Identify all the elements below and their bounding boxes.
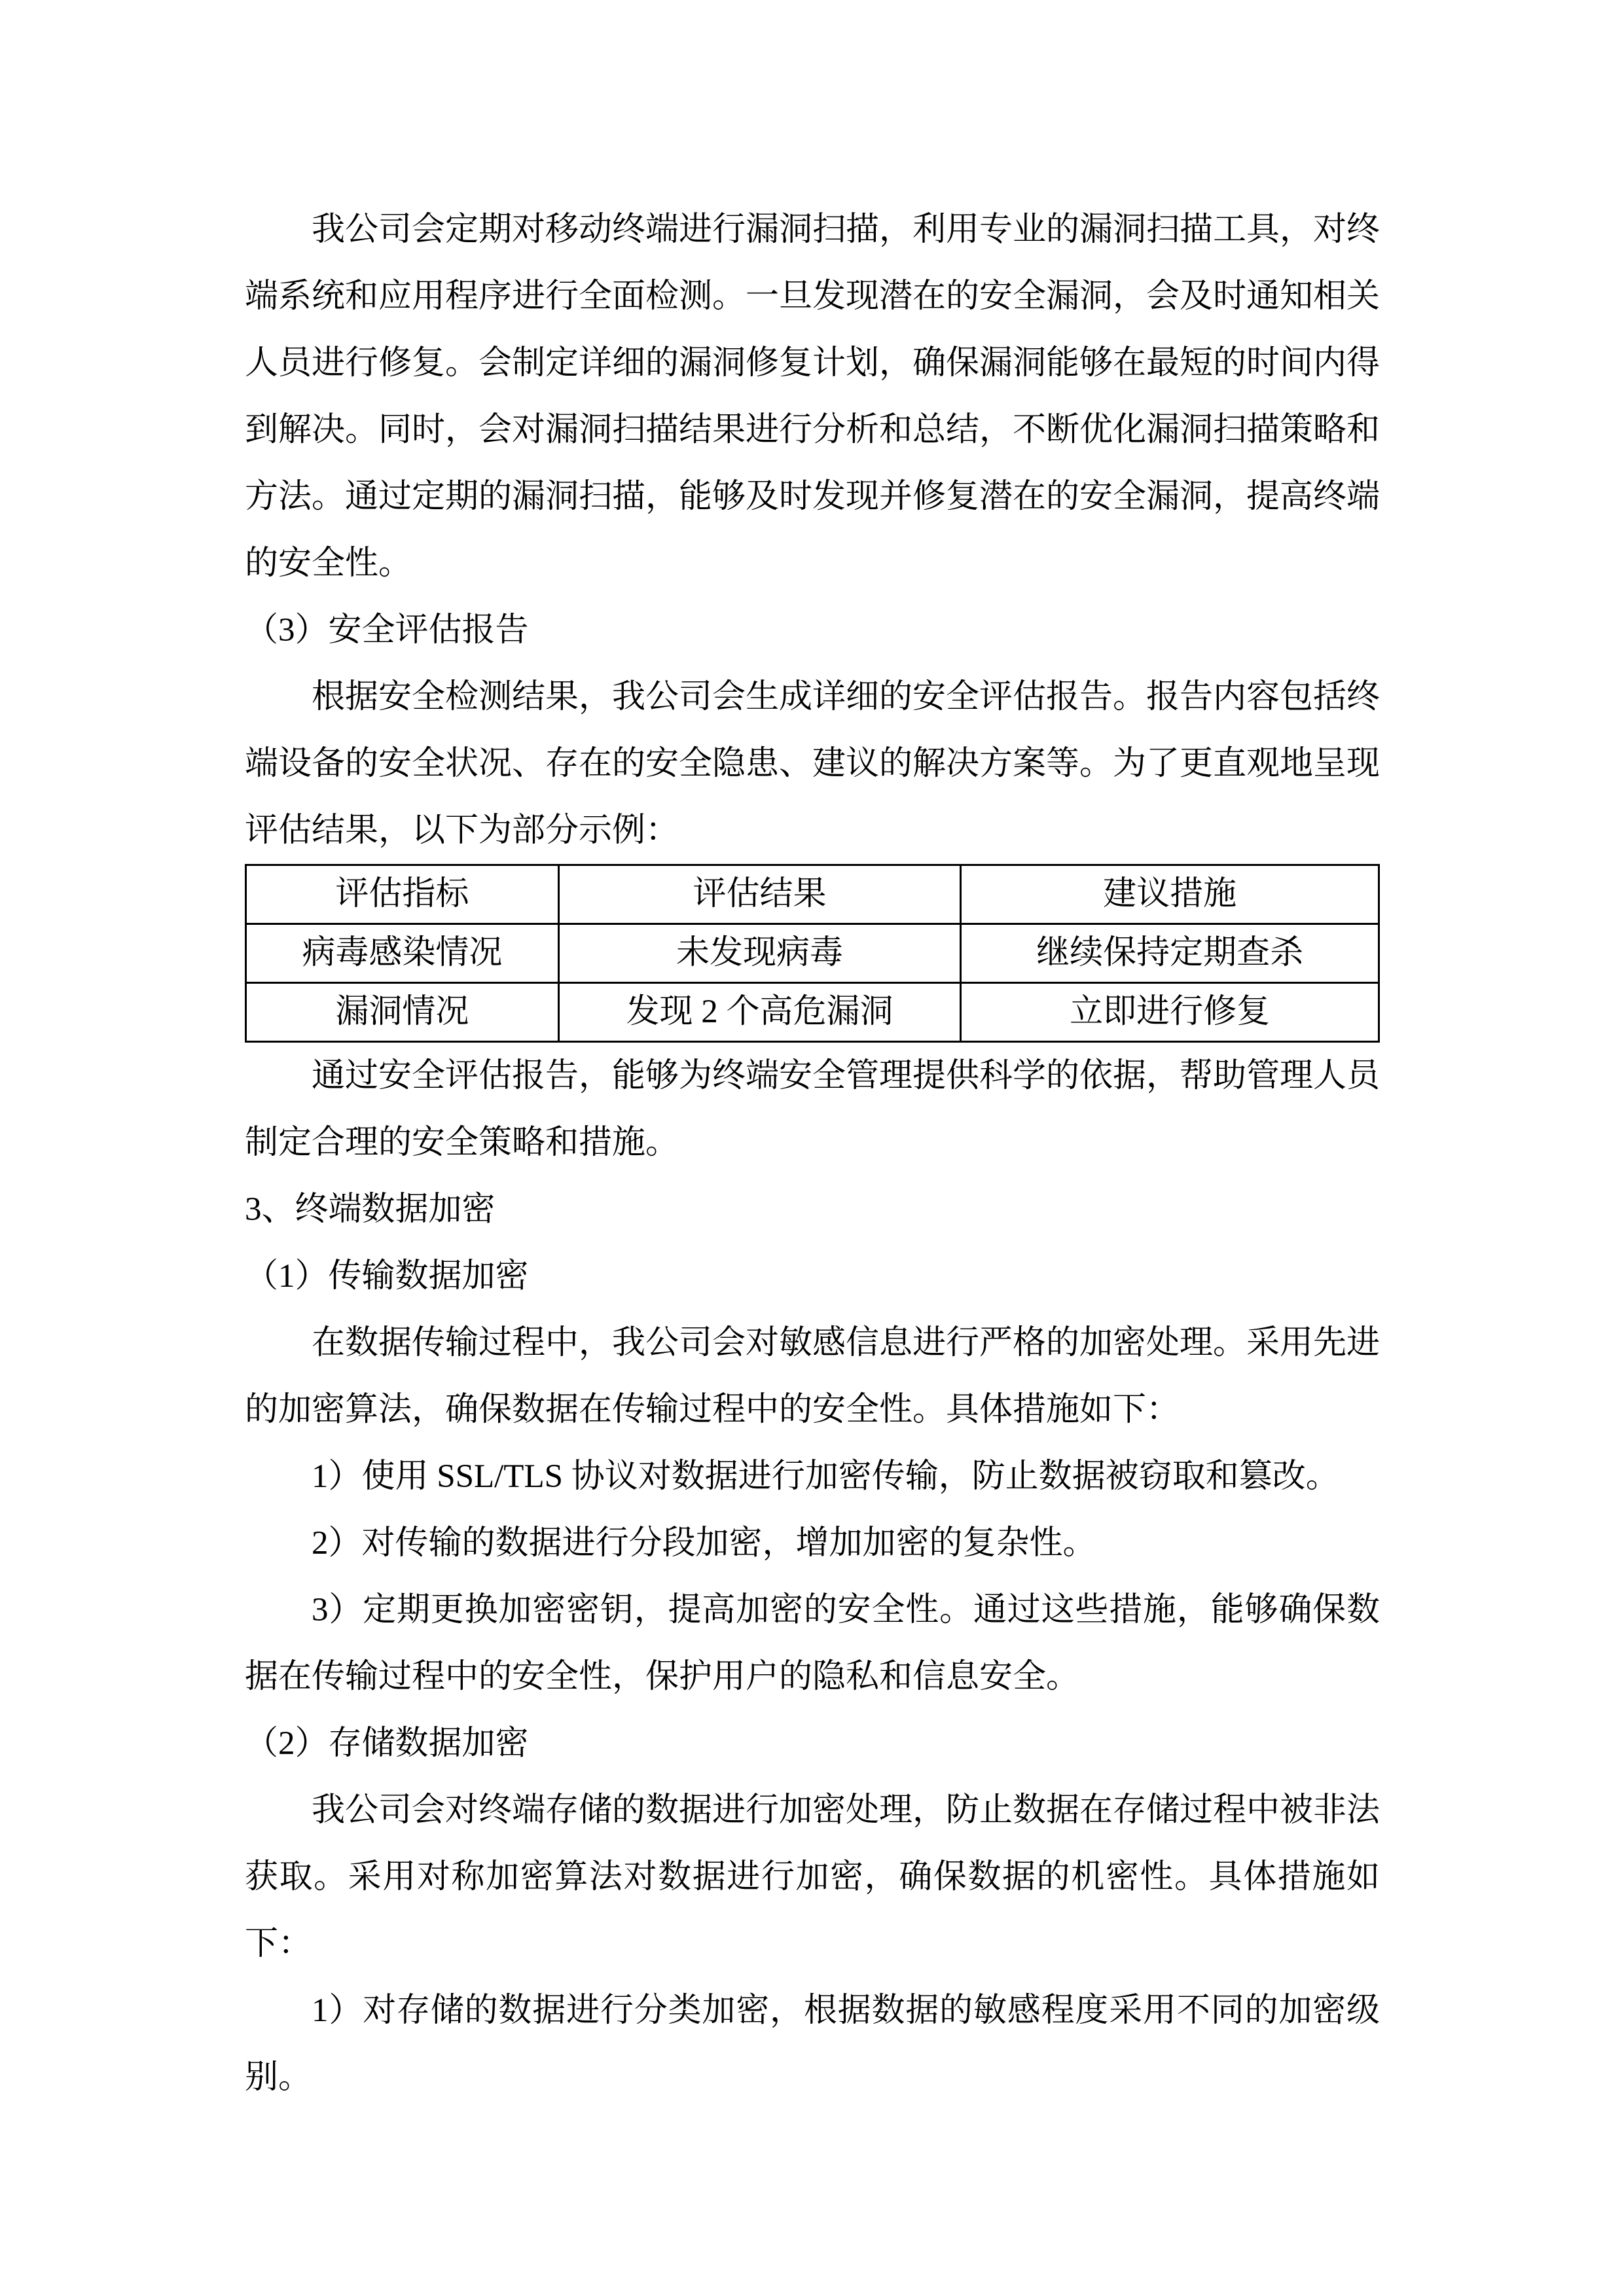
list-item-classified-encryption: 1）对存储的数据进行分类加密，根据数据的敏感程度采用不同的加密级别。 (245, 1992, 1380, 2096)
assessment-table (245, 864, 1380, 1043)
table-cell-vuln-indicator: 漏洞情况 (246, 983, 559, 1042)
table-header-suggestion: 建议措施 (961, 865, 1379, 924)
table-header-result: 评估结果 (558, 865, 961, 924)
list-item-ssl-tls: 1）使用 SSL/TLS 协议对数据进行加密传输，防止数据被窃取和篡改。 (312, 1458, 1339, 1495)
paragraph-vulnerability-scan: 我公司会定期对移动终端进行漏洞扫描，利用专业的漏洞扫描工具，对终端系统和应用程序进行全面检测。一旦发现潜在的安全漏洞，会及时通知相关人员进行修复。会制定详细的漏洞修复计划，确保漏洞能够在最短的时间内得到解决。同时，会对漏洞扫描结果进行分析和总结，不断优化漏洞扫描策略和方法。通过定期的漏洞扫描，能够及时发现并修复潜在的安全漏洞，提高终端的安全性。 (245, 211, 1380, 582)
heading-terminal-data-encryption: 3、终端数据加密 (245, 1191, 496, 1228)
table-cell-vuln-result: 发现 2 个高危漏洞 (558, 983, 961, 1042)
table-cell-virus-suggestion: 继续保持定期查杀 (961, 924, 1379, 983)
paragraph-transfer-intro: 在数据传输过程中，我公司会对敏感信息进行严格的加密处理。采用先进的加密算法，确保数据在传输过程中的安全性。具体措施如下： (245, 1325, 1380, 1428)
table-row-virus (246, 924, 1379, 983)
heading-security-assessment-report: （3）安全评估报告 (245, 612, 529, 649)
table-row-vulnerability (246, 983, 1379, 1042)
heading-transfer-encryption: （1）传输数据加密 (245, 1258, 529, 1295)
paragraph-report-benefit: 通过安全评估报告，能够为终端安全管理提供科学的依据，帮助管理人员制定合理的安全策略和措施。 (245, 1058, 1380, 1161)
table-cell-virus-result: 未发现病毒 (558, 924, 961, 983)
paragraph-storage-intro: 我公司会对终端存储的数据进行加密处理，防止数据在存储过程中被非法获取。采用对称加密算法对数据进行加密，确保数据的机密性。具体措施如下： (245, 1792, 1380, 1962)
heading-storage-encryption: （2）存储数据加密 (245, 1725, 529, 1762)
table-header-indicator: 评估指标 (246, 865, 559, 924)
assessment-table-header-row (246, 865, 1379, 924)
paragraph-report-intro: 根据安全检测结果，我公司会生成详细的安全评估报告。报告内容包括终端设备的安全状况、存在的安全隐患、建议的解决方案等。为了更直观地呈现评估结果，以下为部分示例： (245, 679, 1380, 849)
list-item-key-rotation: 3）定期更换加密密钥，提高加密的安全性。通过这些措施，能够确保数据在传输过程中的安全性，保护用户的隐私和信息安全。 (245, 1592, 1380, 1695)
table-cell-virus-indicator: 病毒感染情况 (246, 924, 559, 983)
list-item-segment-encryption: 2）对传输的数据进行分段加密，增加加密的复杂性。 (312, 1525, 1096, 1562)
table-cell-vuln-suggestion: 立即进行修复 (961, 983, 1379, 1042)
